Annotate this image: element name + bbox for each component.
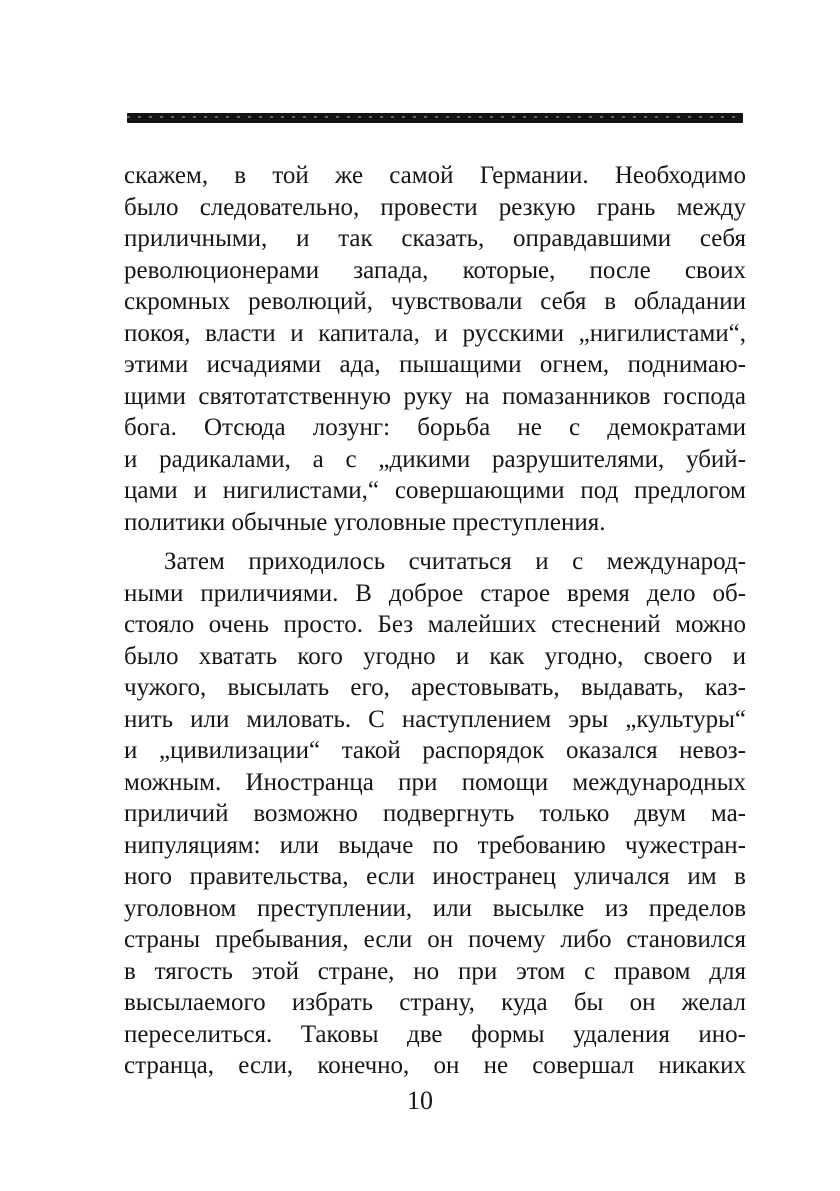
text-line: в тягость этой стране, но при этом с правом для [124, 957, 746, 985]
paragraph-1 [124, 160, 746, 538]
text-line: скромных революций, чувствовали себя в обладании [124, 288, 746, 315]
paragraph-2 [124, 546, 746, 1082]
text-line: нипуляциям: или выдаче по требованию чужестран- [124, 831, 746, 859]
text-line: высылаемого избрать страну, куда бы он желал [124, 989, 746, 1016]
text-line: было хватать кого угодно и как угодно, своего и [124, 642, 746, 670]
text-line: чужого, высылать его, арестовывать, выдавать, каз- [124, 674, 746, 701]
page-text [124, 160, 746, 1082]
text-line: ными приличиями. В доброе старое время дело об- [124, 579, 746, 607]
text-line: страны пребывания, если он почему либо становился [124, 926, 746, 953]
text-line: было следовательно, провести резкую грань между [124, 193, 746, 221]
text-line: приличий возможно подвергнуть только двум ма- [124, 800, 746, 827]
text-line: можным. Иностранца при помощи международных [124, 768, 746, 796]
text-line: бога. Отсюда лозунг: борьба не с демократами [124, 414, 746, 441]
text-line: и радикалами, а с „дикими разрушителями, убий- [124, 445, 746, 473]
text-line: странца, если, конечно, он не совершал никаких [124, 1052, 746, 1079]
text-line: уголовном преступлении, или высылке из пределов [124, 894, 746, 922]
text-line: и „цивилизации“ такой распорядок оказался невоз- [124, 737, 746, 764]
page-number: 10 [407, 1086, 433, 1115]
text-line: нить или миловать. С наступлением эры „культуры“ [124, 705, 746, 733]
text-line: приличными, и так сказать, оправдавшими себя [124, 225, 746, 252]
text-line: политики обычные уголовные преступления. [124, 508, 606, 536]
text-line: ного правительства, если иностранец уличался им в [124, 863, 746, 890]
paragraph-gap [124, 538, 746, 546]
text-line: революционерами запада, которые, после своих [124, 256, 746, 284]
text-line: цами и нигилистами,“ совершающими под предлогом [124, 477, 746, 504]
text-line: покоя, власти и капитала, и русскими „нигилистами“, [124, 319, 746, 347]
text-line: скажем, в той же самой Германии. Необходимо [124, 162, 746, 189]
text-line: щими святотатственную руку на помазанников господа [124, 382, 746, 410]
text-line: переселиться. Таковы две формы удаления ино- [124, 1020, 746, 1048]
header-rule [127, 113, 743, 123]
text-line: стояло очень просто. Без малейших стеснений можно [124, 611, 746, 638]
text-line: Затем приходилось считаться и с международ- [164, 548, 746, 575]
text-line: этими исчадиями ада, пышащими огнем, поднимаю- [124, 351, 746, 378]
